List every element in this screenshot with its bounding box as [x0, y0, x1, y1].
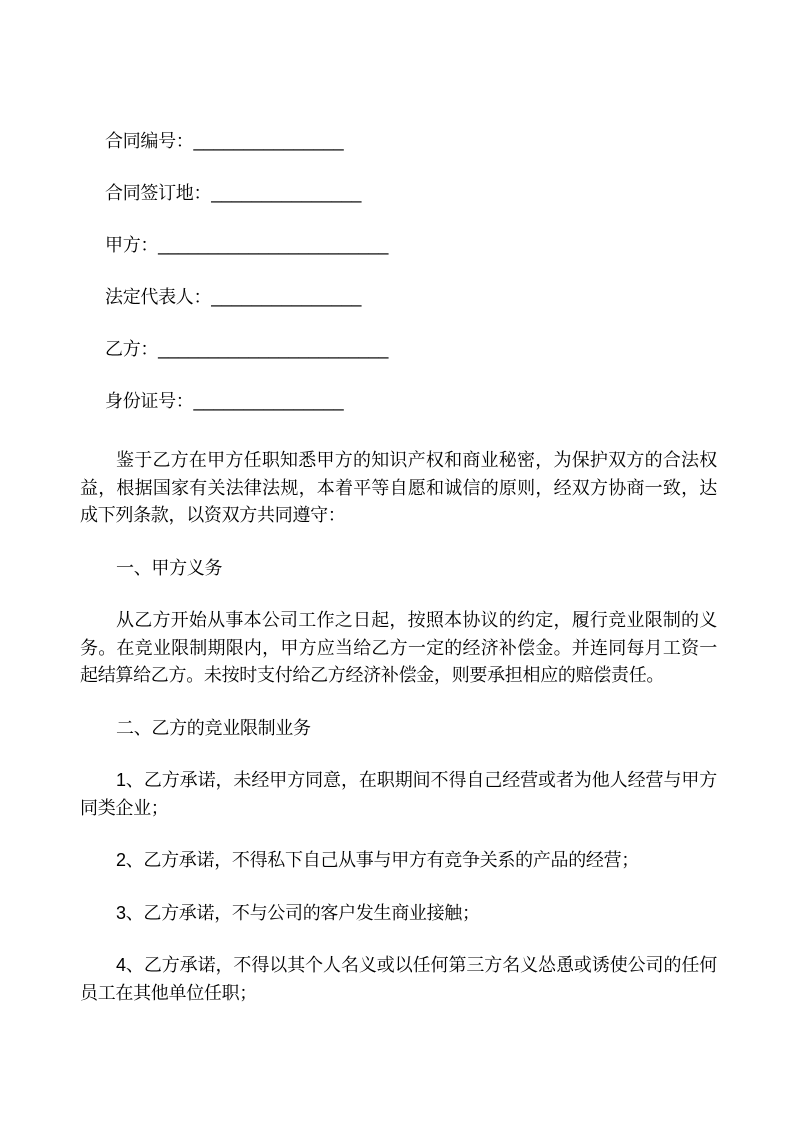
contract-number-label: 合同编号： — [105, 131, 194, 151]
legal-representative-label: 法定代表人： — [105, 287, 212, 307]
party-b-label: 乙方： — [105, 339, 159, 359]
id-number-field — [105, 388, 717, 416]
party-a-field — [105, 232, 717, 260]
contract-number-field — [105, 128, 717, 156]
intro-paragraph: 鉴于乙方在甲方任职知悉甲方的知识产权和商业秘密，为保护双方的合法权益，根据国家有关法律法规，本着平等自愿和诚信的原则，经双方协商一致，达成下列条款，以资双方共同遵守： — [80, 450, 717, 525]
id-number-label: 身份证号： — [105, 391, 194, 411]
section-2-clause-4: 4、乙方承诺，不得以其个人名义或以任何第三方名义怂恿或诱使公司的任何员工在其他单位任职； — [80, 955, 717, 1003]
section-1-heading: 一、甲方义务 — [116, 557, 223, 578]
signing-place-blank-line: _______________ — [211, 183, 362, 203]
legal-representative-blank-line: _______________ — [211, 287, 362, 307]
signing-place-label: 合同签订地： — [105, 183, 212, 203]
party-b-blank-line: _______________________ — [158, 339, 389, 359]
id-number-blank-line: _______________ — [193, 391, 344, 411]
party-b-field — [105, 336, 717, 364]
legal-representative-field — [105, 284, 717, 312]
section-2-clause-1: 1、乙方承诺，未经甲方同意，在职期间不得自己经营或者为他人经营与甲方同类企业； — [80, 770, 717, 818]
field-list — [80, 128, 717, 416]
section-2-heading: 二、乙方的竞业限制业务 — [116, 717, 311, 738]
contract-number-blank-line: _______________ — [193, 131, 344, 151]
section-2-clause-3: 3、乙方承诺，不与公司的客户发生商业接触； — [116, 902, 480, 923]
signing-place-field — [105, 180, 717, 208]
section-1-paragraph: 从乙方开始从事本公司工作之日起，按照本协议的约定，履行竞业限制的义务。在竞业限制期限内，甲方应当给乙方一定的经济补偿金。并连同每月工资一起结算给乙方。未按时支付给乙方经济补偿金，则要承担相应的赔偿责任。 — [80, 610, 717, 685]
party-a-blank-line: _______________________ — [158, 235, 389, 255]
section-2-clause-2: 2、乙方承诺，不得私下自己从事与甲方有竞争关系的产品的经营； — [116, 850, 640, 870]
party-a-label: 甲方： — [105, 235, 159, 255]
